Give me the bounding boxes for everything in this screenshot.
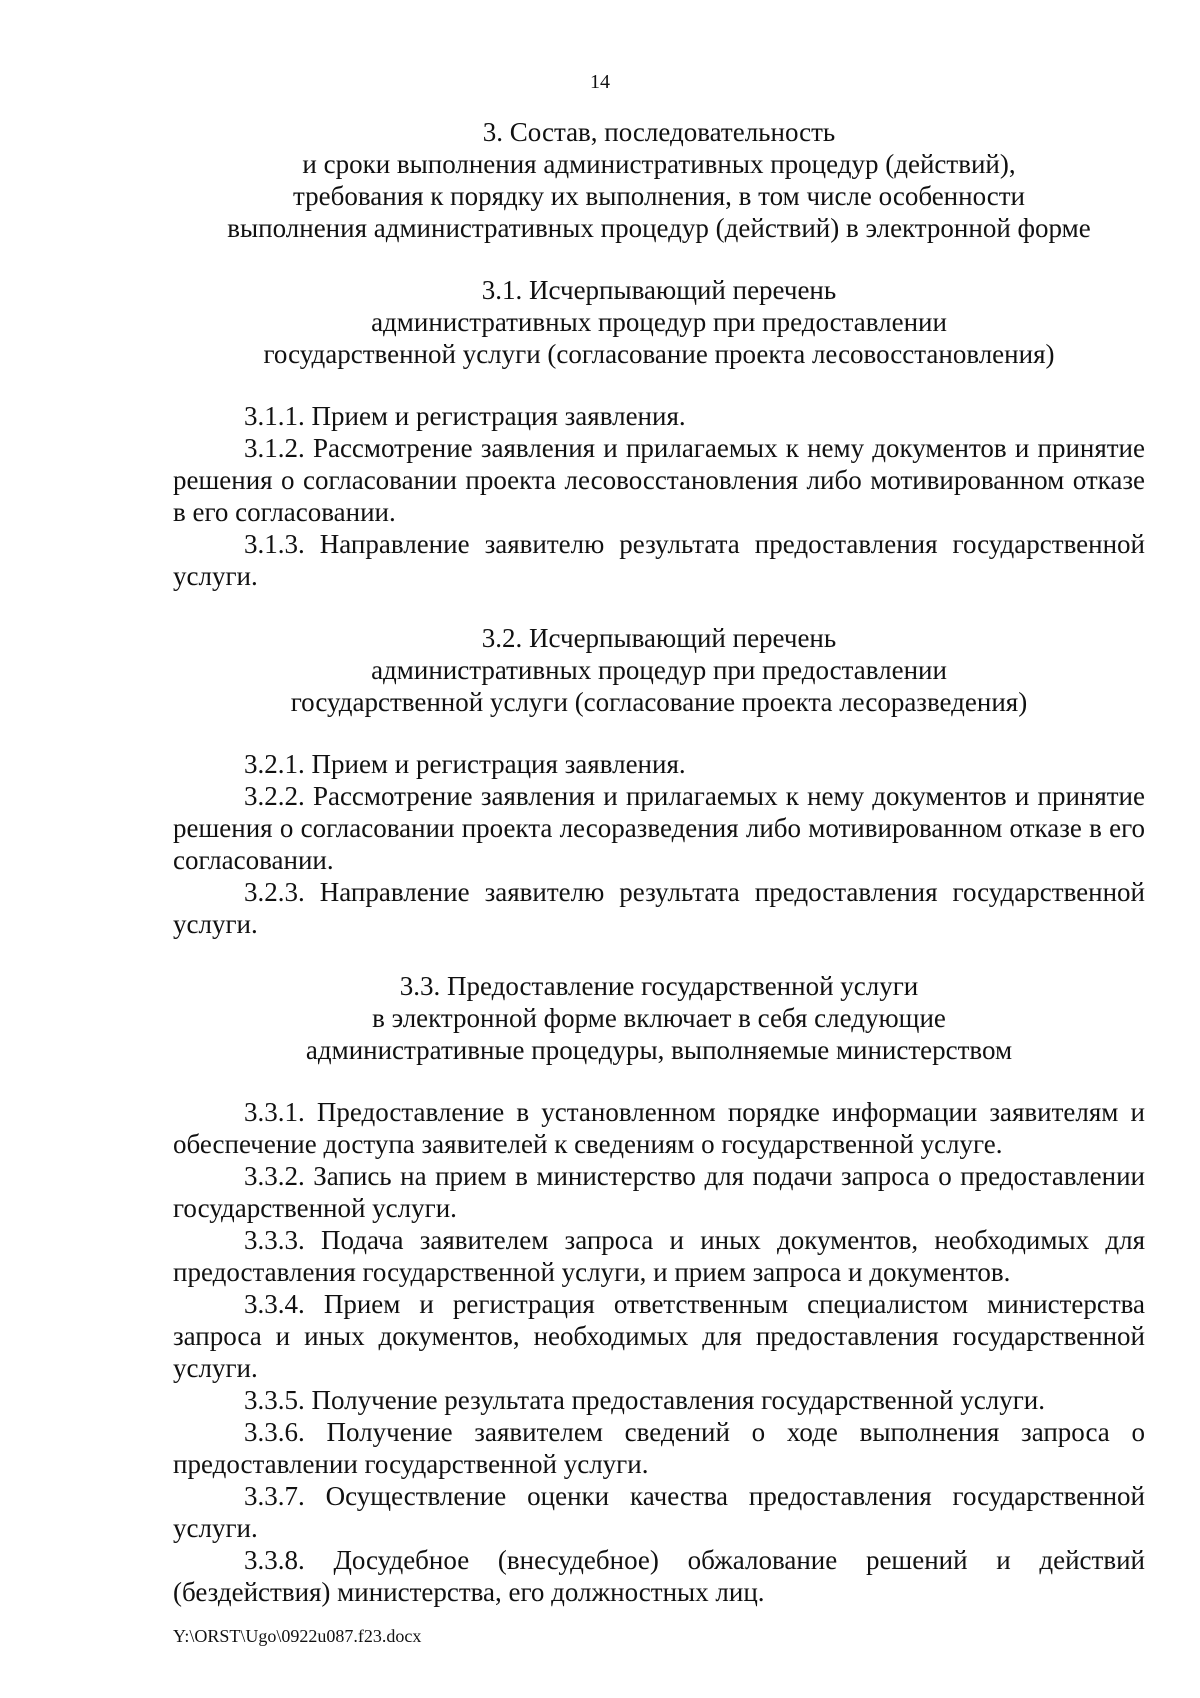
heading-line: 3.1. Исчерпывающий перечень <box>481 275 837 305</box>
heading-line: требования к порядку их выполнения, в том числе особенности <box>293 181 1025 211</box>
list-item: 3.3.2. Запись на прием в министерство для подачи запроса о предоставлении государственной услуги. <box>173 1161 1145 1223</box>
section-heading <box>173 116 1145 244</box>
list-item: 3.3.7. Осуществление оценки качества предоставления государственной услуги. <box>173 1481 1145 1543</box>
list-item: 3.2.1. Прием и регистрация заявления. <box>244 749 686 779</box>
list-item: 3.1.2. Рассмотрение заявления и прилагаемых к нему документов и принятие решения о согласовании проекта лесовосстановления либо мотивированном отказе в его согласовании. <box>173 433 1145 527</box>
heading-line: административные процедуры, выполняемые министерством <box>305 1035 1013 1065</box>
list-item: 3.3.8. Досудебное (внесудебное) обжалование решений и действий (бездействия) министерства, его должностных лиц. <box>173 1545 1145 1607</box>
list-item: 3.3.5. Получение результата предоставления государственной услуги. <box>244 1385 1045 1415</box>
heading-line: административных процедур при предоставлении <box>371 655 947 685</box>
heading-line: государственной услуги (согласование проекта лесовосстановления) <box>263 339 1055 369</box>
list-item: 3.2.2. Рассмотрение заявления и прилагаемых к нему документов и принятие решения о согласовании проекта лесоразведения либо мотивированном отказе в его согласовании. <box>173 781 1145 875</box>
heading-line: 3.2. Исчерпывающий перечень <box>481 623 837 653</box>
list-item: 3.1.3. Направление заявителю результата предоставления государственной услуги. <box>173 529 1145 591</box>
heading-line: 3. Состав, последовательность <box>482 117 836 147</box>
list-item: 3.3.6. Получение заявителем сведений о ходе выполнения запроса о предоставлении государственной услуги. <box>173 1417 1145 1479</box>
subsection-heading <box>173 622 1145 718</box>
footer-file-path: Y:\ORST\Ugo\0922u087.f23.docx <box>173 1626 422 1646</box>
list-item: 3.3.4. Прием и регистрация ответственным специалистом министерства запроса и иных документов, необходимых для предоставления государственной услуги. <box>173 1289 1145 1383</box>
heading-line: и сроки выполнения административных процедур (действий), <box>302 149 1016 179</box>
list-item: 3.1.1. Прием и регистрация заявления. <box>244 401 686 431</box>
heading-line: государственной услуги (согласование проекта лесоразведения) <box>290 687 1028 717</box>
heading-line: 3.3. Предоставление государственной услуги <box>399 971 919 1001</box>
heading-line: административных процедур при предоставлении <box>371 307 947 337</box>
heading-line: в электронной форме включает в себя следующие <box>372 1003 946 1033</box>
list-item: 3.3.3. Подача заявителем запроса и иных документов, необходимых для предоставления государственной услуги, и прием запроса и документов. <box>173 1225 1145 1287</box>
subsection-heading <box>173 274 1145 370</box>
heading-line: выполнения административных процедур (действий) в электронной форме <box>227 213 1091 243</box>
document-body <box>173 116 1145 1608</box>
page-number: 14 <box>590 71 610 93</box>
list-item: 3.3.1. Предоставление в установленном порядке информации заявителям и обеспечение доступа заявителей к сведениям о государственной услуге. <box>173 1097 1145 1159</box>
subsection-heading <box>173 970 1145 1066</box>
list-item: 3.2.3. Направление заявителю результата предоставления государственной услуги. <box>173 877 1145 939</box>
